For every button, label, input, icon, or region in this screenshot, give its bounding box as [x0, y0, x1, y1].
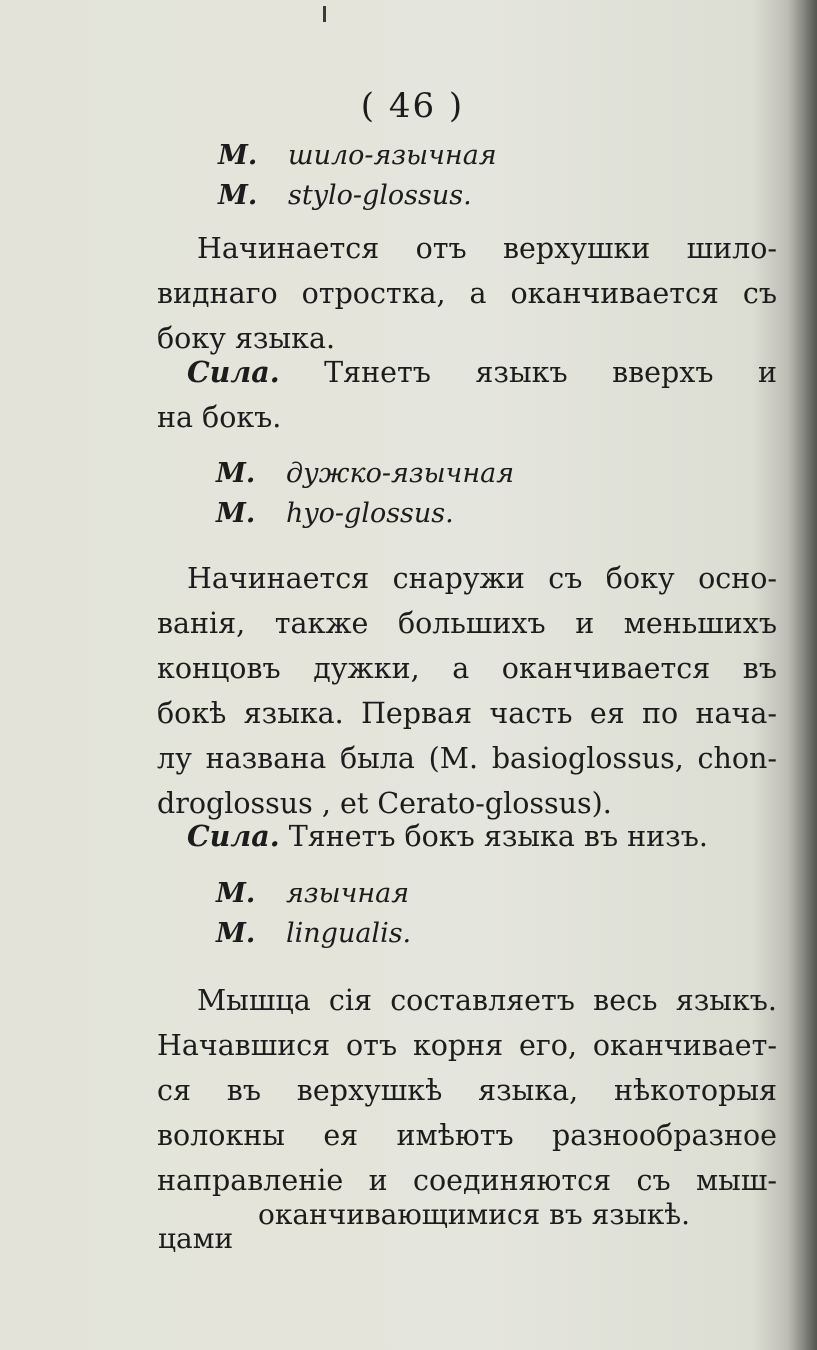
- paragraph-origin-stylo: [157, 226, 777, 361]
- text-line: [157, 350, 777, 395]
- latin-name-text: stylo-glossus.: [288, 180, 472, 211]
- latin-name-text: lingualis.: [286, 918, 412, 949]
- muscle-latin-name: [216, 918, 411, 949]
- force-text: Тянетъ языкъ вверхъ и: [279, 356, 777, 389]
- page-number: ( 46 ): [360, 86, 465, 126]
- force-text: Тянетъ бокъ языка въ низъ.: [279, 820, 708, 853]
- paragraph-force-hyo: [157, 814, 777, 859]
- muscle-latin-name: [216, 498, 454, 529]
- paragraph-force-stylo: [157, 350, 777, 440]
- text-line: на бокъ.: [157, 401, 282, 434]
- text-line: [157, 814, 777, 859]
- text-line: концовъ дужки, а оканчивается въ: [157, 652, 777, 685]
- muscle-latin-name: [218, 180, 472, 211]
- m-prefix: M.: [218, 140, 258, 171]
- text-line: направленіе и соединяются съ мыш-: [157, 1164, 777, 1197]
- page-edge-shadow: [787, 0, 817, 1350]
- text-line: виднаго отростка, а оканчивается съ: [157, 277, 777, 310]
- russian-name-text: шило-язычная: [288, 140, 497, 171]
- text-line: лу названа была (M. basioglossus, chon-: [157, 742, 777, 775]
- text-line: Начавшися отъ корня его, оканчивает-: [157, 1029, 777, 1062]
- m-prefix: M.: [216, 458, 256, 489]
- force-label: Сила.: [187, 819, 280, 853]
- text-line: droglossus , et Cerato-glossus).: [157, 787, 612, 820]
- m-prefix: M.: [216, 878, 256, 909]
- text-line: Мышца сія составляетъ весь языкъ.: [197, 984, 777, 1017]
- muscle-russian-name: [218, 140, 497, 171]
- text-line: Начинается снаружи съ боку осно-: [187, 562, 777, 595]
- closing-line: оканчивающимися въ языкѣ.: [258, 1198, 691, 1231]
- m-prefix: M.: [218, 180, 258, 211]
- paragraph-origin-hyo: [157, 556, 777, 826]
- muscle-russian-name: [216, 878, 409, 909]
- m-prefix: M.: [216, 918, 256, 949]
- catchword: цами: [158, 1222, 234, 1255]
- text-line: бокѣ языка. Первая часть ея по нача-: [157, 697, 777, 730]
- ink-speck: [323, 6, 326, 22]
- text-line: ся въ верхушкѣ языка, нѣкоторыя: [157, 1074, 777, 1107]
- russian-name-text: дужко-язычная: [286, 458, 515, 489]
- russian-name-text: язычная: [286, 878, 410, 909]
- text-line: ванія, также большихъ и меньшихъ: [157, 607, 777, 640]
- latin-name-text: hyo-glossus.: [286, 498, 454, 529]
- paragraph-lingualis: [157, 978, 777, 1203]
- text-line: Начинается отъ верхушки шило-: [197, 232, 777, 265]
- force-label: Сила.: [187, 355, 280, 389]
- text-line: боку языка.: [157, 322, 336, 355]
- m-prefix: M.: [216, 498, 256, 529]
- text-line: волокны ея имѣютъ разнообразное: [157, 1119, 777, 1152]
- muscle-russian-name: [216, 458, 514, 489]
